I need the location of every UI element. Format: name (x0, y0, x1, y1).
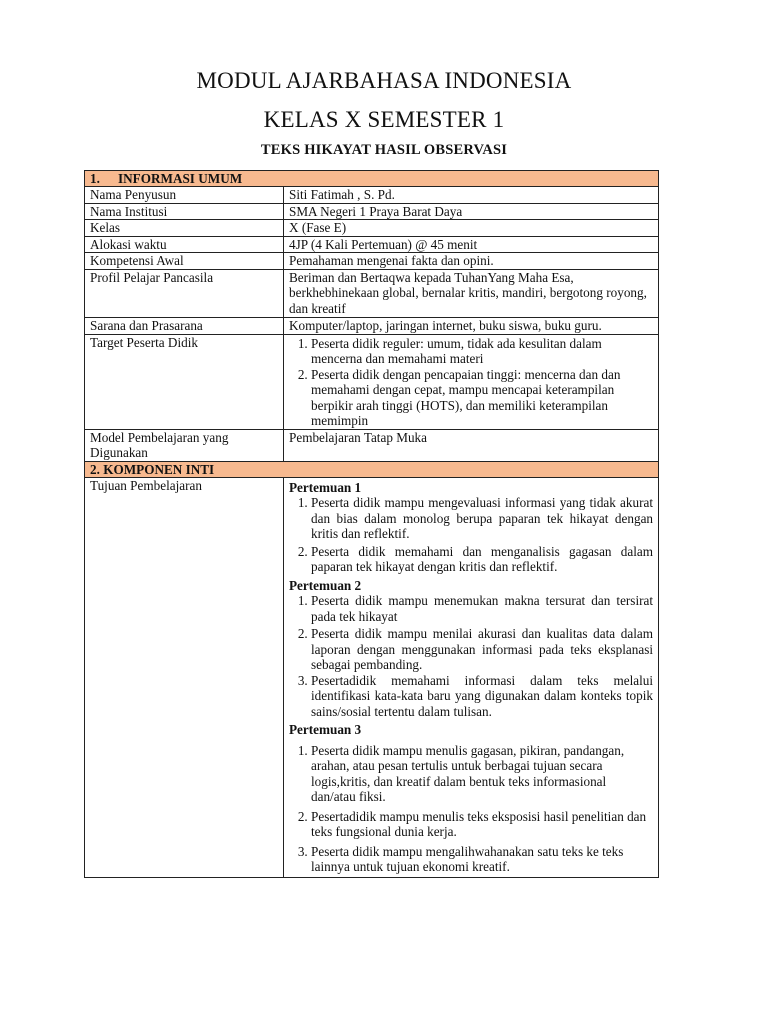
row-label: Nama Institusi (85, 203, 284, 220)
list-item: 3. Pesertadidik memahami informasi dalam teks melalui identifikasi kata-kata baru yang digunakan dalam konteks topik sains/sosial tertentu dalam tulisan. (311, 673, 653, 720)
row-value: 4JP (4 Kali Pertemuan) @ 45 menit (284, 236, 659, 253)
objective-list (289, 743, 653, 875)
list-item: 1. Peserta didik mampu mengevaluasi informasi yang tidak akurat dan bias dalam monolog berupa paparan tek hikayat dengan kritis dan reflektif. (311, 495, 653, 542)
table-row (85, 187, 659, 204)
list-item: 1. Peserta didik mampu menulis gagasan, pikiran, pandangan, arahan, atau pesan tertulis untuk berbagai tujuan secara logis,kritis, dan kreatif dalam bentuk teks informasional dan/atau fiksi. (311, 743, 653, 805)
list-item: 2. Pesertadidik mampu menulis teks eksposisi hasil penelitian dan teks fungsional dunia kerja. (311, 809, 653, 840)
list-item: 2. Peserta didik mampu menilai akurasi dan kualitas data dalam laporan dengan menggunakan informasi pada teks eksplanasi sebagai pembanding. (311, 626, 653, 673)
table-row (85, 318, 659, 335)
row-label: Alokasi waktu (85, 236, 284, 253)
row-label: Kelas (85, 220, 284, 237)
objective-list (289, 593, 653, 719)
pertemuan-title: Pertemuan 1 (289, 479, 362, 495)
list-item: 2. Peserta didik memahami dan menganalisis gagasan dalam paparan tek hikayat dengan kritis dan reflektif. (311, 544, 653, 575)
table-row (85, 220, 659, 237)
row-label: Model Pembelajaran yang Digunakan (85, 429, 284, 461)
row-value: X (Fase E) (284, 220, 659, 237)
table-row (85, 236, 659, 253)
section-header-informasi-umum (85, 171, 659, 187)
row-label: Nama Penyusun (85, 187, 284, 204)
row-label: Kompetensi Awal (85, 253, 284, 270)
row-value: Siti Fatimah , S. Pd. (284, 187, 659, 204)
row-value: Beriman dan Bertaqwa kepada TuhanYang Maha Esa, berkhebhinekaan global, bernalar kritis, mandiri, bergotong royong, dan kreatif (284, 269, 659, 318)
list-item: 2. Peserta didik dengan pencapaian tinggi: mencerna dan dan memahami dengan cepat, mampu mencapai keterampilan berpikir arah tinggi (HOTS), dan memiliki keterampilan memimpin (311, 367, 653, 429)
row-label: Sarana dan Prasarana (85, 318, 284, 335)
row-value: SMA Negeri 1 Praya Barat Daya (284, 203, 659, 220)
section-header-komponen-inti (85, 461, 659, 477)
list-item: 1. Peserta didik mampu menemukan makna tersurat dan tersirat pada tek hikayat (311, 593, 653, 624)
section-number: 1. (90, 171, 100, 186)
row-value (284, 334, 659, 429)
row-label: Profil Pelajar Pancasila (85, 269, 284, 318)
row-value (284, 477, 659, 877)
document-title: MODUL AJARBAHASA INDONESIA (196, 68, 572, 93)
list-item: 1. Peserta didik reguler: umum, tidak ada kesulitan dalam mencerna dan memahami materi (311, 336, 653, 367)
table-row (85, 253, 659, 270)
table-row (85, 429, 659, 461)
section-title: INFORMASI UMUM (118, 171, 243, 186)
pertemuan-title: Pertemuan 3 (289, 722, 362, 737)
section-title: 2. KOMPONEN INTI (85, 461, 659, 477)
target-list (289, 336, 653, 429)
document-class-line: KELAS X SEMESTER 1 (263, 107, 505, 132)
row-value: Pembelajaran Tatap Muka (284, 429, 659, 461)
pertemuan-title: Pertemuan 2 (289, 577, 362, 593)
row-label: Tujuan Pembelajaran (85, 477, 284, 877)
table-row (85, 334, 659, 429)
row-label: Target Peserta Didik (85, 334, 284, 429)
list-item: 3. Peserta didik mampu mengalihwahanakan satu teks ke teks lainnya untuk tujuan ekonomi kreatif. (311, 844, 653, 875)
table-row (85, 269, 659, 318)
objective-list (289, 495, 653, 575)
module-table (84, 170, 659, 878)
row-value: Komputer/laptop, jaringan internet, buku siswa, buku guru. (284, 318, 659, 335)
table-row (85, 203, 659, 220)
document-subtitle: TEKS HIKAYAT HASIL OBSERVASI (260, 142, 508, 158)
table-row (85, 477, 659, 877)
row-value: Pemahaman mengenai fakta dan opini. (284, 253, 659, 270)
